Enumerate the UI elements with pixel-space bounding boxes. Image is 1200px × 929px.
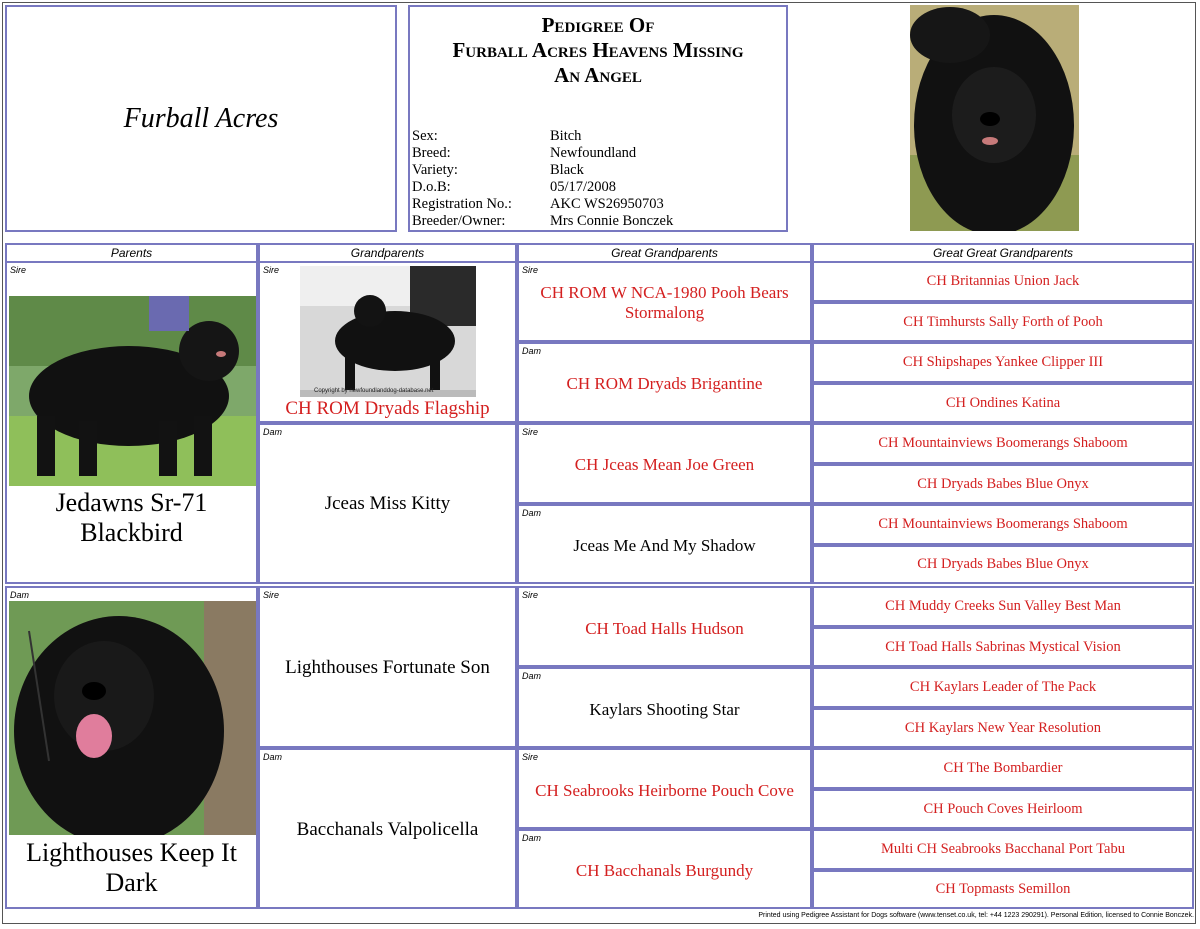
fact-value: Black bbox=[550, 162, 584, 178]
sire-label: Sire bbox=[522, 265, 539, 275]
parent-dam-cell bbox=[5, 586, 258, 909]
kennel-name: Furball Acres bbox=[123, 102, 279, 134]
grandparent-cell bbox=[258, 748, 517, 909]
fact-key: Registration No.: bbox=[412, 196, 512, 212]
fact-value: AKC WS26950703 bbox=[550, 196, 664, 212]
great-grandparent-name: CH Toad Halls Hudson bbox=[585, 619, 744, 638]
great-grandparent-cell bbox=[517, 423, 812, 504]
grandparent-name: Bacchanals Valpolicella bbox=[296, 819, 479, 840]
dam-label: Dam bbox=[522, 833, 542, 843]
fact-key: D.o.B: bbox=[412, 179, 451, 195]
great-grandparent-name: CH ROM Dryads Brigantine bbox=[566, 374, 763, 393]
dam-label: Dam bbox=[522, 671, 542, 681]
great-great-grandparent: CH Dryads Babes Blue Onyx bbox=[812, 545, 1194, 584]
great-grandparent-cell bbox=[517, 504, 812, 584]
sire-label: Sire bbox=[522, 427, 539, 437]
great-great-grandparent: CH Topmasts Semillon bbox=[812, 870, 1194, 909]
parent-sire-name: Jedawns Sr-71 Blackbird bbox=[55, 488, 208, 547]
great-great-grandparent: CH Muddy Creeks Sun Valley Best Man bbox=[812, 586, 1194, 627]
software-footer: Printed using Pedigree Assistant for Dogs software (www.tenset.co.uk, tel: +44 1223 290291). Personal Edition, licensed to Connie Bonczek. bbox=[758, 912, 1194, 919]
title-line-3: An Angel bbox=[554, 63, 642, 87]
dam-photo bbox=[9, 601, 256, 835]
fact-row bbox=[412, 162, 673, 179]
pedigree-title bbox=[410, 13, 786, 88]
great-grandparent-cell bbox=[517, 829, 812, 909]
great-grandparent-name: CH Jceas Mean Joe Green bbox=[574, 455, 755, 474]
great-grandparent-cell bbox=[517, 342, 812, 423]
sire-label: Sire bbox=[263, 590, 280, 600]
header-grandparents: Grandparents bbox=[258, 243, 517, 263]
great-great-grandparent: CH Kaylars New Year Resolution bbox=[812, 708, 1194, 748]
header-great-great-grandparents: Great Great Grandparents bbox=[812, 243, 1194, 263]
main-dog-photo bbox=[910, 5, 1079, 231]
grandsire-photo bbox=[300, 266, 476, 397]
title-line-2: Furball Acres Heavens Missing bbox=[452, 38, 744, 62]
great-great-grandparent: CH Mountainviews Boomerangs Shaboom bbox=[812, 423, 1194, 464]
header-parents: Parents bbox=[5, 243, 258, 263]
title-line-1: Pedigree Of bbox=[541, 13, 655, 37]
sire-photo bbox=[9, 296, 256, 486]
great-great-grandparent: CH Pouch Coves Heirloom bbox=[812, 789, 1194, 829]
header-great-grandparents: Great Grandparents bbox=[517, 243, 812, 263]
fact-row bbox=[412, 179, 673, 196]
sire-label: Sire bbox=[10, 265, 27, 275]
grandparent-cell bbox=[258, 261, 517, 423]
grandparent-name: Jceas Miss Kitty bbox=[324, 493, 451, 514]
parent-dam-name: Lighthouses Keep It Dark bbox=[26, 838, 237, 897]
grandparent-name: CH ROM Dryads Flagship bbox=[285, 398, 490, 419]
great-great-grandparent: Multi CH Seabrooks Bacchanal Port Tabu bbox=[812, 829, 1194, 870]
sire-label: Sire bbox=[263, 265, 280, 275]
fact-value: 05/17/2008 bbox=[550, 179, 617, 195]
dam-label: Dam bbox=[263, 752, 283, 762]
dam-label: Dam bbox=[263, 427, 283, 437]
fact-key: Breed: bbox=[412, 145, 451, 161]
kennel-name-box bbox=[5, 5, 397, 232]
great-grandparent-cell bbox=[517, 748, 812, 829]
grandparent-name: Lighthouses Fortunate Son bbox=[285, 657, 490, 678]
great-great-grandparent: CH Toad Halls Sabrinas Mystical Vision bbox=[812, 627, 1194, 667]
grandparent-cell bbox=[258, 423, 517, 584]
fact-value: Bitch bbox=[550, 128, 582, 144]
sire-label: Sire bbox=[522, 590, 539, 600]
photo-copyright: Copyright by newfoundlanddog-database.net bbox=[314, 388, 434, 394]
great-grandparent-cell bbox=[517, 261, 812, 342]
great-great-grandparent: CH Britannias Union Jack bbox=[812, 261, 1194, 302]
great-grandparent-cell bbox=[517, 667, 812, 748]
great-great-grandparent: CH The Bombardier bbox=[812, 748, 1194, 789]
great-great-grandparent: CH Timhursts Sally Forth of Pooh bbox=[812, 302, 1194, 342]
dog-facts bbox=[412, 128, 673, 230]
dam-label: Dam bbox=[522, 508, 542, 518]
great-grandparent-name: CH ROM W NCA-1980 Pooh Bears Stormalong bbox=[540, 283, 789, 322]
great-great-grandparent: CH Dryads Babes Blue Onyx bbox=[812, 464, 1194, 504]
fact-row bbox=[412, 145, 673, 162]
dam-label: Dam bbox=[522, 346, 542, 356]
fact-value: Mrs Connie Bonczek bbox=[550, 213, 674, 229]
sire-label: Sire bbox=[522, 752, 539, 762]
great-grandparent-cell bbox=[517, 586, 812, 667]
dog-info-box bbox=[408, 5, 788, 232]
great-grandparent-name: CH Seabrooks Heirborne Pouch Cove bbox=[535, 781, 794, 800]
great-great-grandparent: CH Kaylars Leader of The Pack bbox=[812, 667, 1194, 708]
great-great-grandparent: CH Mountainviews Boomerangs Shaboom bbox=[812, 504, 1194, 545]
parent-sire-cell bbox=[5, 261, 258, 584]
great-grandparent-name: CH Bacchanals Burgundy bbox=[575, 861, 754, 880]
great-great-grandparent: CH Shipshapes Yankee Clipper III bbox=[812, 342, 1194, 383]
fact-row bbox=[412, 213, 673, 230]
fact-key: Sex: bbox=[412, 128, 438, 144]
great-grandparent-name: Kaylars Shooting Star bbox=[589, 700, 740, 719]
fact-row bbox=[412, 196, 673, 213]
fact-row bbox=[412, 128, 673, 145]
fact-value: Newfoundland bbox=[550, 145, 637, 161]
grandparent-cell bbox=[258, 586, 517, 748]
great-great-grandparent: CH Ondines Katina bbox=[812, 383, 1194, 423]
great-grandparent-name: Jceas Me And My Shadow bbox=[573, 536, 756, 555]
dam-label: Dam bbox=[10, 590, 30, 600]
fact-key: Variety: bbox=[412, 162, 458, 178]
fact-key: Breeder/Owner: bbox=[412, 213, 506, 229]
